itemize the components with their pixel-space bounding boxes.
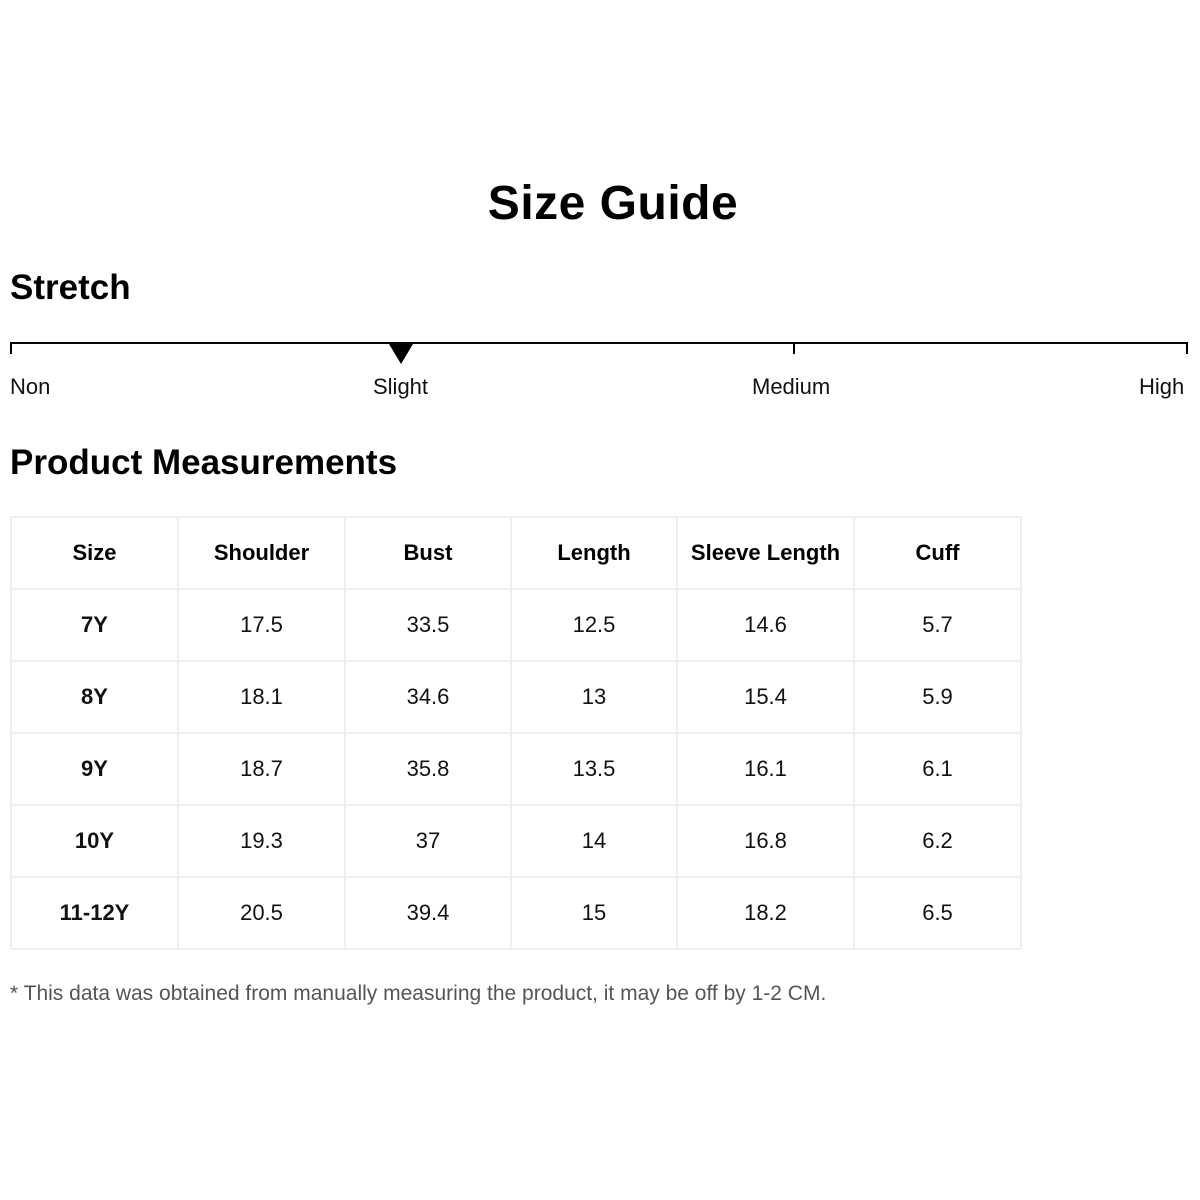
column-header: Cuff (854, 517, 1021, 589)
table-cell: 35.8 (345, 733, 511, 805)
table-cell: 14.6 (677, 589, 854, 661)
table-cell: 7Y (11, 589, 178, 661)
table-cell: 8Y (11, 661, 178, 733)
table-cell: 39.4 (345, 877, 511, 949)
table-cell: 18.7 (178, 733, 345, 805)
table-cell: 34.6 (345, 661, 511, 733)
table-cell: 18.1 (178, 661, 345, 733)
column-header: Bust (345, 517, 511, 589)
table-cell: 6.2 (854, 805, 1021, 877)
column-header: Length (511, 517, 677, 589)
table-row (11, 661, 1021, 733)
table-cell: 6.5 (854, 877, 1021, 949)
table-row (11, 805, 1021, 877)
table-cell: 15.4 (677, 661, 854, 733)
stretch-tick-non (10, 342, 12, 354)
table-cell: 13.5 (511, 733, 677, 805)
table-cell: 5.9 (854, 661, 1021, 733)
table-cell: 16.1 (677, 733, 854, 805)
stretch-selected-marker-icon (389, 344, 413, 364)
table-cell: 9Y (11, 733, 178, 805)
table-cell: 6.1 (854, 733, 1021, 805)
measurement-disclaimer: * This data was obtained from manually measuring the product, it may be off by 1-2 CM. (10, 982, 827, 1005)
table-header-row (11, 517, 1021, 589)
table-cell: 14 (511, 805, 677, 877)
table-cell: 20.5 (178, 877, 345, 949)
table-cell: 10Y (11, 805, 178, 877)
table-cell: 16.8 (677, 805, 854, 877)
stretch-scale-line (10, 342, 1188, 344)
table-cell: 11-12Y (11, 877, 178, 949)
table-cell: 5.7 (854, 589, 1021, 661)
table-cell: 37 (345, 805, 511, 877)
column-header: Size (11, 517, 178, 589)
column-header: Shoulder (178, 517, 345, 589)
stretch-tick-high (1186, 342, 1188, 354)
table-cell: 13 (511, 661, 677, 733)
stretch-level-slight: Slight (373, 374, 429, 399)
stretch-level-non: Non (10, 374, 51, 399)
stretch-heading: Stretch (10, 268, 131, 307)
column-header: Sleeve Length (677, 517, 854, 589)
table-row (11, 589, 1021, 661)
table-cell: 19.3 (178, 805, 345, 877)
table-row (11, 733, 1021, 805)
table-row (11, 877, 1021, 949)
page-title: Size Guide (487, 177, 739, 230)
table-cell: 12.5 (511, 589, 677, 661)
measurements-heading: Product Measurements (10, 443, 398, 482)
table-cell: 18.2 (677, 877, 854, 949)
table-cell: 17.5 (178, 589, 345, 661)
stretch-level-high: High (1139, 374, 1185, 399)
stretch-level-medium: Medium (752, 374, 831, 399)
stretch-scale (10, 342, 1188, 354)
table-cell: 33.5 (345, 589, 511, 661)
stretch-tick-medium (793, 342, 795, 354)
measurements-table (10, 516, 1022, 950)
table-cell: 15 (511, 877, 677, 949)
